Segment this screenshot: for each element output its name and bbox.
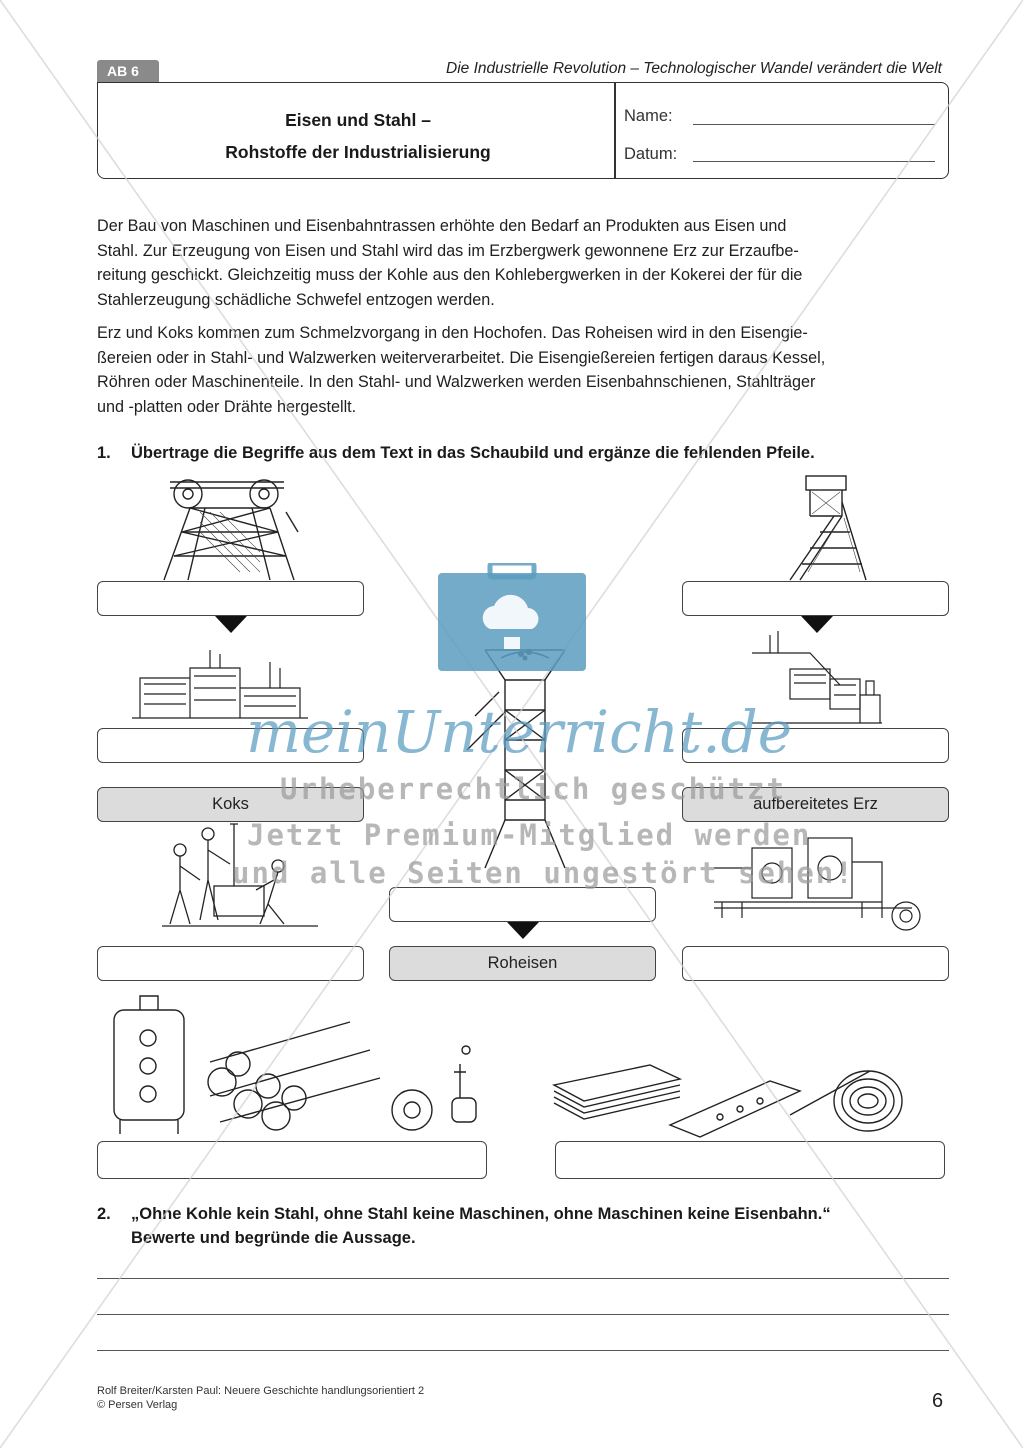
- task-1-number: 1.: [97, 444, 111, 462]
- footer-authors: Rolf Breiter/Karsten Paul: Neuere Geschichte handlungsorientiert 2: [97, 1385, 425, 1397]
- task-2-line-1: „Ohne Kohle kein Stahl, ohne Stahl keine Maschinen, ohne Maschinen keine Eisenbahn.“: [131, 1205, 831, 1223]
- text-line: ßereien oder in Stahl- und Walzwerken weiterverarbeitet. Die Eisengießereien fertigen daraus Kessel,: [97, 348, 826, 367]
- text-line: Röhren oder Maschinenteile. In den Stahl- und Walzwerken werden Eisenbahnschienen, Stahlträger: [97, 373, 816, 391]
- watermark-line-1: Urheberrechtlich geschützt: [280, 772, 786, 806]
- watermark-line-2: Jetzt Premium-Mitglied werden: [247, 818, 812, 852]
- text-line: und -platten oder Drähte hergestellt.: [97, 397, 357, 416]
- text-line: Der Bau von Maschinen und Eisenbahntrassen erhöhte den Bedarf an Produkten aus Eisen und: [97, 217, 787, 235]
- text-line: Erz und Koks kommen zum Schmelzvorgang in den Hochofen. Das Roheisen wird in den Eisengie-: [97, 324, 808, 342]
- task-1-text: Übertrage die Begriffe aus dem Text in das Schaubild und ergänze die fehlenden Pfeile.: [131, 444, 815, 462]
- watermark-brand: meinUnterricht.de: [246, 698, 793, 766]
- title-line-1: Eisen und Stahl –: [285, 110, 431, 130]
- title-line-2: Rohstoffe der Industrialisierung: [225, 142, 491, 162]
- series-title: Die Industrielle Revolution – Technologischer Wandel verändert die Welt: [446, 60, 942, 77]
- box-roheisen-label: Roheisen: [487, 954, 558, 972]
- text-line: reitung geschickt. Gleichzeitig muss der Kohle aus den Kohlebergwerken in der Kokerei der für die: [97, 266, 803, 284]
- watermark-line-3: und alle Seiten ungestört sehen!: [232, 856, 855, 890]
- task-2-line-2: Bewerte und begründe die Aussage.: [131, 1229, 416, 1247]
- text-line: Stahlerzeugung schädliche Schwefel entzogen werden.: [97, 290, 495, 309]
- date-label: Datum:: [624, 145, 678, 163]
- page-number: 6: [932, 1390, 944, 1412]
- briefcase-cloud-icon: [438, 563, 586, 671]
- footer-publisher: © Persen Verlag: [97, 1398, 178, 1411]
- worksheet-badge: AB 6: [97, 60, 159, 82]
- text-line: Stahl. Zur Erzeugung von Eisen und Stahl wird das im Erzbergwerk gewonnene Erz zur Erzaufbe-: [97, 241, 799, 260]
- box-erz-label: aufbereitetes Erz: [753, 795, 878, 813]
- box-koks-label: Koks: [212, 795, 249, 813]
- name-label: Name:: [624, 107, 673, 125]
- task-2-number: 2.: [97, 1205, 111, 1223]
